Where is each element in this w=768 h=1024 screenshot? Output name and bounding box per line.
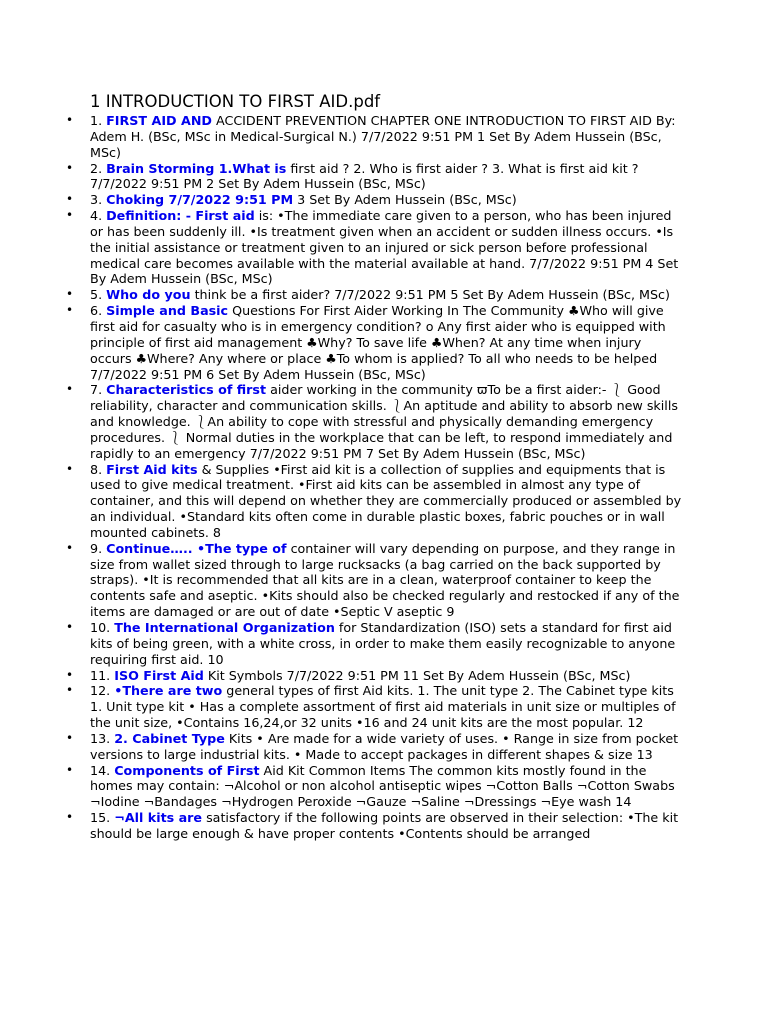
- item-link[interactable]: Simple and Basic: [106, 303, 229, 319]
- item-text: container will vary depending on purpose, and they range in size from wallet sized through to large rucksacks (a bag carried on the back supported by straps). •It is recommended that all kits are in a clean, waterproof container to keep the contents safe and aseptic. •Kits should also be checked regularly and restocked if any of the items are damaged or are out of date •Septic V aseptic 9: [90, 540, 680, 620]
- item-list: [66, 113, 682, 842]
- bullet-icon: •: [66, 810, 74, 825]
- item-link[interactable]: ¬All kits are: [114, 810, 203, 826]
- item-text: Aid Kit Common Items The common kits mostly found in the homes may contain: ¬Alcohol or non alcohol antiseptic wipes ¬Cotton Balls ¬Cotton Swabs ¬Iodine ¬Bandages ¬Hydrogen Peroxide ¬Gauze ¬Saline ¬Dressings ¬Eye wash 14: [90, 762, 675, 810]
- item-number: 6.: [90, 303, 107, 319]
- bullet-icon: •: [66, 620, 74, 634]
- item-text: satisfactory if the following points are observed in their selection: •The kit should be large enough & have proper contents •Contents should be arranged: [90, 810, 679, 841]
- item-text: Kit Symbols 7/7/2022 9:51 PM 11 Set By Adem Hussein (BSc, MSc): [203, 667, 631, 683]
- item-link[interactable]: Definition: - First aid: [106, 208, 255, 224]
- item-number: 13.: [90, 730, 115, 746]
- bullet-icon: •: [66, 762, 74, 777]
- item-number: 9.: [90, 540, 107, 556]
- item-link[interactable]: Characteristics of first: [106, 382, 267, 398]
- list-item: [66, 192, 682, 208]
- bullet-icon: •: [66, 540, 74, 555]
- item-number: 1.: [90, 113, 107, 128]
- list-item: [66, 382, 682, 461]
- bullet-icon: •: [66, 683, 74, 698]
- list-item: [66, 620, 682, 668]
- list-item: [66, 208, 682, 287]
- bullet-icon: •: [66, 287, 74, 302]
- document-title: 1 INTRODUCTION TO FIRST AID.pdf: [90, 92, 381, 111]
- item-link[interactable]: Components of First: [114, 762, 260, 778]
- list-item: [66, 762, 682, 811]
- item-number: 12.: [90, 683, 115, 699]
- item-link[interactable]: •There are two: [114, 683, 223, 699]
- item-link[interactable]: Continue….. •The type of: [106, 540, 287, 556]
- item-link[interactable]: The International Organization: [114, 620, 335, 635]
- item-text: Kits • Are made for a wide variety of uses. • Range in size from pocket versions to large industrial kits. • Made to accept packages in different shapes & size 13: [90, 730, 679, 762]
- list-item: [66, 683, 682, 731]
- list-item: [66, 730, 682, 763]
- item-link[interactable]: ISO First Aid: [114, 667, 204, 683]
- list-item: [66, 667, 682, 684]
- list-item: [66, 287, 682, 303]
- list-item: [66, 160, 682, 193]
- list-item: [66, 461, 682, 541]
- bullet-icon: •: [66, 113, 74, 127]
- bullet-icon: •: [66, 461, 74, 476]
- item-text: ACCIDENT PREVENTION CHAPTER ONE INTRODUCTION TO FIRST AID By: Adem H. (BSc, MSc in Medical-Surgical N.) 7/7/2022 9:51 PM 1 Set By Adem Hussein (BSc, MSc): [90, 113, 676, 160]
- item-text: first aid ? 2. Who is first aider ? 3. What is first aid kit ? 7/7/2022 9:51 PM 2 Set By Adem Hussein (BSc, MSc): [90, 160, 639, 192]
- list-item: [66, 810, 682, 842]
- item-number: 7.: [90, 382, 107, 398]
- bullet-icon: •: [66, 303, 74, 318]
- item-link[interactable]: First Aid kits: [106, 461, 198, 477]
- item-number: 4.: [90, 208, 107, 224]
- bullet-icon: •: [66, 160, 74, 175]
- list-item: [66, 303, 682, 382]
- item-text: Questions For First Aider Working In The Community ♣Who will give first aid for casualty who is in emergency condition? o Any first aider who is equipped with principle of first aid management ♣Why? To save life ♣When? At any time when injury occurs ♣Where? Any where or place ♣To whom is applied? To all who needs to be helped 7/7/2022 9:51 PM 6 Set By Adem Hussein (BSc, MSc): [90, 303, 666, 382]
- item-number: 14.: [90, 762, 115, 778]
- item-number: 11.: [90, 667, 115, 683]
- item-text: think be a first aider? 7/7/2022 9:51 PM 5 Set By Adem Hussein (BSc, MSc): [190, 287, 670, 303]
- bullet-icon: •: [66, 192, 74, 207]
- bullet-icon: •: [66, 382, 74, 397]
- item-link[interactable]: Who do you: [106, 287, 191, 303]
- item-link[interactable]: 2. Cabinet Type: [114, 730, 225, 746]
- item-text: general types of first Aid kits. 1. The unit type 2. The Cabinet type kits 1. Unit type kit • Has a complete assortment of first aid materials in unit size or multiples of the unit size, •Contains 16,24,or 32 units •16 and 24 unit kits are the most popular. 12: [90, 683, 676, 731]
- item-number: 8.: [90, 461, 107, 477]
- list-item: [66, 540, 682, 620]
- item-text: is: •The immediate care given to a person, who has been injured or has been suddenly ill. •Is treatment given when an accident or sudden illness occurs. •Is the initial assistance or treatment given to an injured or sick person before professional medical care becomes available with the material available at hand. 7/7/2022 9:51 PM 4 Set By Adem Hussein (BSc, MSc): [90, 208, 679, 287]
- bullet-icon: •: [66, 730, 74, 745]
- item-number: 5.: [90, 287, 107, 303]
- item-link[interactable]: Choking 7/7/2022 9:51 PM: [106, 192, 294, 208]
- item-link[interactable]: Brain Storming 1.What is: [106, 160, 287, 176]
- item-link[interactable]: FIRST AID AND: [106, 113, 212, 128]
- item-number: 10.: [90, 620, 115, 635]
- item-text: aider working in the community ϖTo be a first aider:- ⎱ Good reliability, character and communication skills. ⎱An aptitude and ability to absorb new skills and knowledge. ⎱An ability to cope with stressful and physically demanding emergency procedures. ⎱ Normal duties in the workplace that can be left, to respond immediately and rapidly to an emergency 7/7/2022 9:51 PM 7 Set By Adem Hussein (BSc, MSc): [90, 382, 678, 461]
- item-text: for Standardization (ISO) sets a standard for first aid kits of being green, with a white cross, in order to make them easily recognizable to anyone requiring first aid. 10: [90, 620, 676, 667]
- item-number: 3.: [90, 192, 107, 208]
- item-number: 2.: [90, 160, 107, 176]
- item-text: & Supplies •First aid kit is a collection of supplies and equipments that is used to give medical treatment. •First aid kits can be assembled in almost any type of container, and this will depend on whether they are commercially produced or assembled by an individual. •Standard kits often come in durable plastic boxes, fabric pouches or in wall mounted cabinets. 8: [90, 461, 682, 540]
- bullet-icon: •: [66, 667, 74, 682]
- bullet-icon: •: [66, 208, 74, 223]
- item-text: 3 Set By Adem Hussein (BSc, MSc): [293, 192, 517, 208]
- list-item: [66, 113, 682, 161]
- item-number: 15.: [90, 810, 115, 826]
